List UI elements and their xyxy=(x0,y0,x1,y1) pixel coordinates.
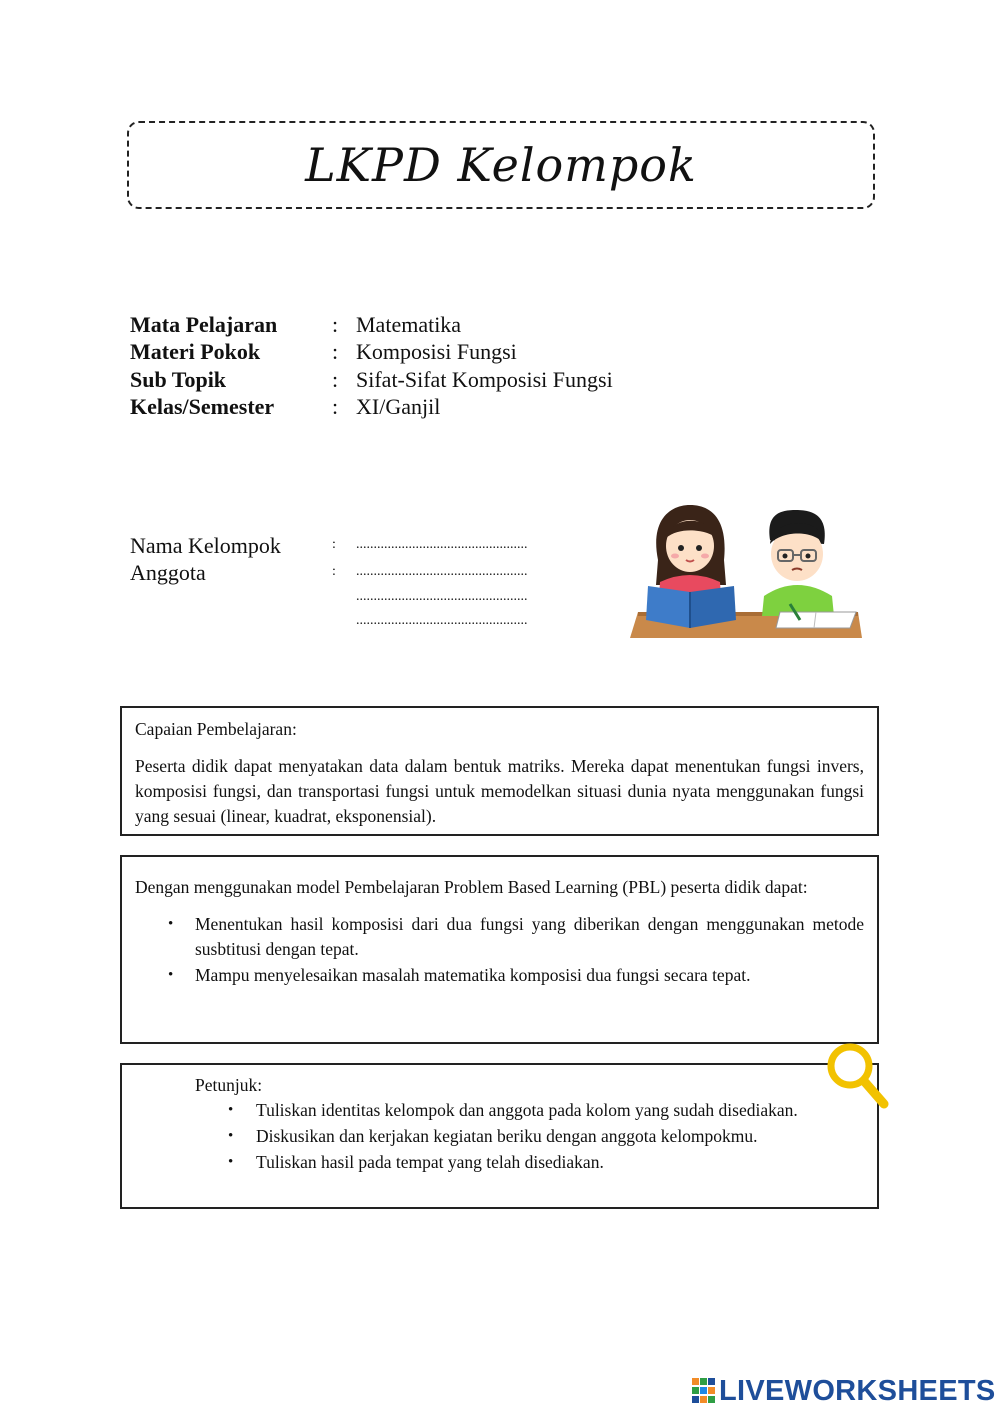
bullet-icon: • xyxy=(228,1128,234,1144)
info-value: Matematika xyxy=(356,312,462,337)
liveworksheets-logo-icon xyxy=(692,1378,716,1404)
info-row-class xyxy=(130,393,613,420)
page-title: LKPD Kelompok xyxy=(305,138,697,192)
list-item xyxy=(135,963,864,988)
list-item-text: Mampu menyelesaikan masalah matematika komposisi dua fungsi secara tepat. xyxy=(195,965,751,985)
info-label: Sub Topik xyxy=(130,366,227,392)
title-banner xyxy=(127,121,875,209)
learning-outcomes-text: Peserta didik dapat menyatakan data dalam bentuk matriks. Mereka dapat menentukan fungsi invers, komposisi fungsi, dan transportasi fungsi untuk memodelkan situasi dunia nyata menggunakan fungsi yang sesuai (linear, kuadrat, eksponensial). xyxy=(135,756,864,826)
learning-objectives-intro: Dengan menggunakan model Pembelajaran Problem Based Learning (PBL) peserta didik dapat: xyxy=(135,877,808,897)
info-row-subject xyxy=(130,311,613,338)
info-colon: : xyxy=(332,366,339,392)
info-label: Kelas/Semester xyxy=(130,393,275,419)
bullet-icon: • xyxy=(228,1154,234,1170)
info-colon: : xyxy=(332,393,339,419)
liveworksheets-brand[interactable] xyxy=(692,1374,996,1408)
learning-outcomes-box xyxy=(120,706,879,836)
list-item xyxy=(195,1098,864,1123)
info-colon: : xyxy=(332,339,339,365)
member-3-input[interactable]: ................................................. xyxy=(356,613,528,628)
list-item-text: Tuliskan hasil pada tempat yang telah disediakan. xyxy=(256,1152,604,1172)
learning-objectives-list xyxy=(135,912,864,988)
members-colon: : xyxy=(332,564,336,579)
learning-outcomes-heading: Capaian Pembelajaran: xyxy=(135,719,297,739)
bullet-icon: • xyxy=(228,1102,234,1118)
group-name-label: Nama Kelompok xyxy=(130,533,281,558)
instructions-list xyxy=(195,1098,864,1175)
list-item xyxy=(195,1124,864,1149)
group-name-colon: : xyxy=(332,537,336,552)
list-item xyxy=(135,912,864,962)
instructions-box xyxy=(120,1063,879,1209)
info-value: XI/Ganjil xyxy=(356,393,441,419)
bullet-icon: • xyxy=(168,967,174,983)
info-label: Mata Pelajaran xyxy=(130,312,278,337)
students-illustration xyxy=(630,500,862,640)
liveworksheets-wordmark: LIVEWORKSHEETS xyxy=(719,1374,996,1407)
members-label: Anggota xyxy=(130,560,206,585)
group-name-input[interactable]: ................................................. xyxy=(356,537,528,552)
list-item-text: Menentukan hasil komposisi dari dua fungsi yang diberikan dengan menggunakan metode susbtitusi dengan tepat. xyxy=(195,914,864,959)
list-item-text: Diskusikan dan kerjakan kegiatan beriku dengan anggota kelompokmu. xyxy=(256,1126,758,1146)
info-row-topic xyxy=(130,338,613,365)
member-1-input[interactable]: ................................................. xyxy=(356,564,528,579)
info-value: Komposisi Fungsi xyxy=(356,339,517,365)
info-label: Materi Pokok xyxy=(130,339,261,365)
info-colon: : xyxy=(332,312,339,337)
subject-info xyxy=(130,311,613,420)
info-value: Sifat-Sifat Komposisi Fungsi xyxy=(356,366,613,392)
learning-objectives-box xyxy=(120,855,879,1044)
magnifier-icon xyxy=(824,1040,890,1110)
list-item-text: Tuliskan identitas kelompok dan anggota pada kolom yang sudah disediakan. xyxy=(256,1100,798,1120)
instructions-heading: Petunjuk: xyxy=(195,1075,263,1095)
member-2-input[interactable]: ................................................. xyxy=(356,589,528,604)
bullet-icon: • xyxy=(168,916,174,932)
info-row-subtopic xyxy=(130,366,613,393)
list-item xyxy=(195,1150,864,1175)
